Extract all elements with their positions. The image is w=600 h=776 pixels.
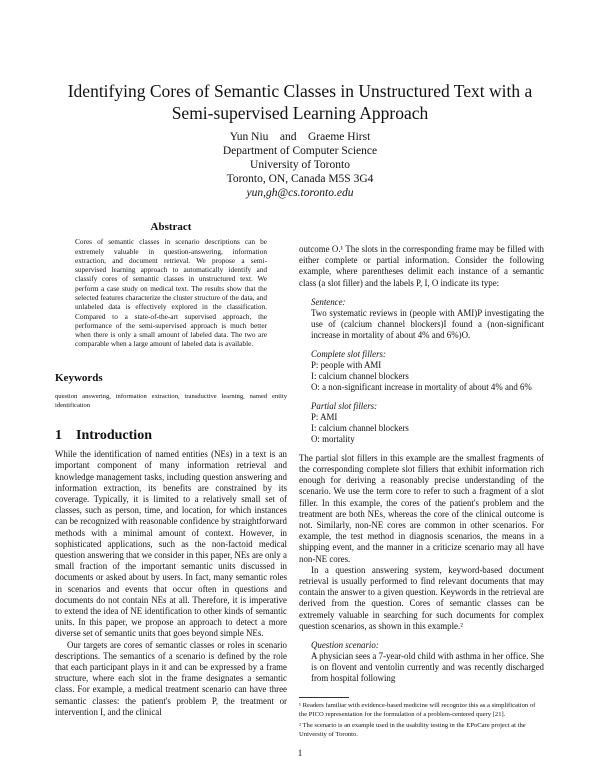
title-line-2: Semi-supervised Learning Approach: [171, 103, 429, 123]
section-title: Introduction: [76, 427, 152, 443]
question-label: Question scenario:: [311, 640, 379, 651]
footnote-1: ¹ Readers familiar with evidence-based medicine will recognize this as a simplification of the PICO representation for the formulation of a problem-centered query [21].: [299, 702, 536, 718]
section-heading-introduction: [55, 427, 287, 443]
footnote-2: ² The scenario is an example used in the usability testing in the EPoCare project at the University of Toronto.: [299, 722, 526, 738]
footnote-rule: [299, 697, 349, 698]
page-number: 1: [297, 748, 303, 758]
complete-slot-fillers: [311, 349, 544, 393]
right-column: [299, 244, 544, 684]
keywords-text: question answering, information extraction, transductive learning, named entity identification: [55, 392, 287, 409]
section-number: 1: [55, 427, 62, 443]
abstract-heading: Abstract: [150, 221, 192, 233]
author-email: yun,gh@cs.toronto.edu: [246, 187, 354, 199]
complete-label: Complete slot fillers:: [311, 348, 386, 359]
author-names: Yun Niu and Graeme Hirst: [229, 131, 371, 143]
keywords-heading: Keywords: [55, 371, 103, 384]
title-line-1: Identifying Cores of Semantic Classes in Unstructured Text with a: [67, 81, 533, 101]
author-address: Toronto, ON, Canada M5S 3G4: [226, 173, 374, 185]
author-block: [100, 130, 500, 200]
abstract-text: Cores of semantic classes in scenario descriptions can be extremely valuable in question-answering, information extraction, and document retrieval. We propose a semi-supervised learning approach to automatically identify and classify cores of semantic classes in unstructured text. We perform a case study on medical text. The results show that the selected features characterize the cluster structure of the data, and unlabeled data is effectively explored in the classification. Compared to a state-of-the-art supervised approach, the performance of the semi-supervised approach is much better when there is only a small amount of labeled data. The two are comparable when a large amount of labeled data is available.: [75, 237, 267, 349]
footnotes: [299, 702, 544, 742]
intro-paragraph-1: While the identification of named entities (NEs) in a text is an important component of many information retrieval and knowledge management tasks, including question answering and information extraction, its benefits are constrained by its coverage. Typically, it is limited to a relatively small set of classes, such as person, time, and location, for which instances can be recognized with reasonable confidence by straightforward methods with a minimal amount of context. However, in sophisticated applications, such as the non-factoid medical question answering that we consider in this paper, NEs are only a small fraction of the important semantic units discussed in documents or asked about by users. In fact, many semantic roles in scenarios and events that occur often in questions and documents do not contain NEs at all. Therefore, it is imperative to extend the idea of NE identification to other kinds of semantic units. In this paper, we propose an approach to detect a more diverse set of semantic units that goes beyond simple NEs.: [55, 449, 287, 639]
complete-filler: P: people with AMI: [311, 359, 382, 370]
example-sentence: [311, 297, 544, 341]
partial-filler: I: calcium channel blockers: [311, 422, 409, 433]
author-university: University of Toronto: [250, 159, 350, 171]
complete-filler: O: a non-significant increase in mortality of about 4% and 6%: [311, 381, 532, 392]
sentence-text: Two systematic reviews in (people with AMI)P investigating the use of (calcium channel blockers)I found a (non-significant increase in mortality of about 4% and 6%)O.: [311, 307, 544, 340]
intro-paragraph-2: Our targets are cores of semantic classes or roles in scenario descriptions. The semantics of a scenario is defined by the role that each participant plays in it and can be expressed by a frame structure, where each slot in the frame designates a semantic class. For example, a medical treatment scenario can have three semantic classes: the patient's problem P, the treatment or intervention I, and the clinical: [55, 639, 287, 717]
complete-filler: I: calcium channel blockers: [311, 370, 409, 381]
question-text: A physician sees a 7-year-old child with asthma in her office. She is on flovent and ventolin currently and was recently discharged from hospital following: [311, 651, 544, 684]
right-paragraph-4: In a question answering system, keyword-based document retrieval is usually performed to find relevant documents that may contain the answer to a given question. Keywords in the retrieval are derived from the question. Cores of semantic classes can be extremely valuable in searching for such documents for complex question scenarios, as shown in this example.²: [299, 564, 544, 631]
left-column: [55, 222, 287, 718]
author-department: Department of Computer Science: [222, 145, 378, 157]
partial-label: Partial slot fillers:: [311, 400, 378, 411]
partial-filler: O: mortality: [311, 433, 355, 444]
right-paragraph-continuation: outcome O.¹ The slots in the corresponding frame may be filled with either complete or partial information. Consider the following example, where parentheses delimit each instance of a semantic class (a slot filler) and the labels P, I, O indicate its type:: [299, 244, 544, 288]
right-paragraph-3: The partial slot fillers in this example are the smallest fragments of the corresponding complete slot fillers that exhibit information rich enough for deriving a reasonably precise understanding of the scenario. We use the term core to refer to such a fragment of a slot filler. In this example, the cores of the patient's problem and the treatment are both NEs, whereas the core of the clinical outcome is not. Similarly, non-NE cores are common in other scenarios. For example, the test method in diagnosis scenarios, the means in a shipping event, and the manner in a criticize scenario may all have non-NE cores.: [299, 452, 544, 564]
paper-title: [40, 80, 560, 124]
partial-filler: P: AMI: [311, 411, 338, 422]
question-scenario: [311, 640, 544, 684]
partial-slot-fillers: [311, 401, 544, 445]
sentence-label: Sentence:: [311, 296, 346, 307]
